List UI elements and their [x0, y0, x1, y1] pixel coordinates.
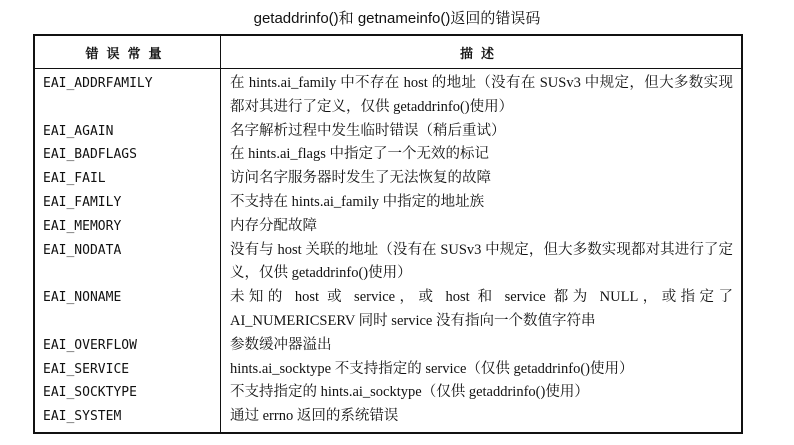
error-description: 在 hints.ai_flags 中指定了一个无效的标记	[230, 146, 489, 163]
error-constant: EAI_FAMILY	[34, 191, 221, 215]
table-row	[34, 358, 742, 382]
table-row	[34, 120, 742, 144]
table-row	[34, 215, 742, 239]
error-constant: EAI_MEMORY	[34, 215, 221, 239]
error-description: 通过 errno 返回的系统错误	[230, 408, 399, 425]
error-constant: EAI_SOCKTYPE	[34, 381, 221, 405]
error-description: 内存分配故障	[230, 217, 317, 234]
table-row	[34, 69, 742, 120]
error-description: 不支持指定的 hints.ai_socktype（仅供 getaddrinfo()使用）	[230, 384, 589, 401]
error-description: 访问名字服务器时发生了无法恢复的故障	[230, 170, 491, 187]
error-description: 不支持在 hints.ai_family 中指定的地址族	[230, 193, 485, 210]
error-constant: EAI_NONAME	[34, 286, 221, 334]
header-description: 描述	[221, 35, 743, 69]
error-code-table	[33, 34, 743, 434]
table-row	[34, 191, 742, 215]
error-description: 名字解析过程中发生临时错误（稍后重试）	[230, 122, 506, 139]
table-row	[34, 334, 742, 358]
header-constant: 错误常量	[34, 35, 221, 69]
error-constant: EAI_SERVICE	[34, 358, 221, 382]
error-constant: EAI_AGAIN	[34, 120, 221, 144]
table-row	[34, 286, 742, 334]
table-row	[34, 381, 742, 405]
error-description: 未知的 host 或 service，或 host 和 service 都为 NULL，或指定了 AI_NUMERICSERV 同时 service 没有指向一个数值字符串	[230, 289, 733, 329]
error-constant: EAI_NODATA	[34, 239, 221, 287]
error-constant: EAI_ADDRFAMILY	[34, 69, 221, 120]
table-row	[34, 405, 742, 433]
error-constant: EAI_OVERFLOW	[34, 334, 221, 358]
error-description: 参数缓冲器溢出	[230, 336, 332, 353]
table-caption: getaddrinfo()和 getnameinfo()返回的错误码	[253, 10, 541, 27]
error-description: hints.ai_socktype 不支持指定的 service（仅供 getaddrinfo()使用）	[230, 360, 634, 377]
error-constant: EAI_BADFLAGS	[34, 143, 221, 167]
table-header-row	[34, 35, 742, 69]
table-row	[34, 239, 742, 287]
error-description: 没有与 host 关联的地址（没有在 SUSv3 中规定，但大多数实现都对其进行了定义，仅供 getaddrinfo()使用）	[230, 241, 733, 282]
error-description: 在 hints.ai_family 中不存在 host 的地址（没有在 SUSv3 中规定，但大多数实现都对其进行了定义，仅供 getaddrinfo()使用）	[230, 75, 733, 115]
table-row	[34, 167, 742, 191]
error-constant: EAI_FAIL	[34, 167, 221, 191]
error-constant: EAI_SYSTEM	[34, 405, 221, 433]
table-row	[34, 143, 742, 167]
